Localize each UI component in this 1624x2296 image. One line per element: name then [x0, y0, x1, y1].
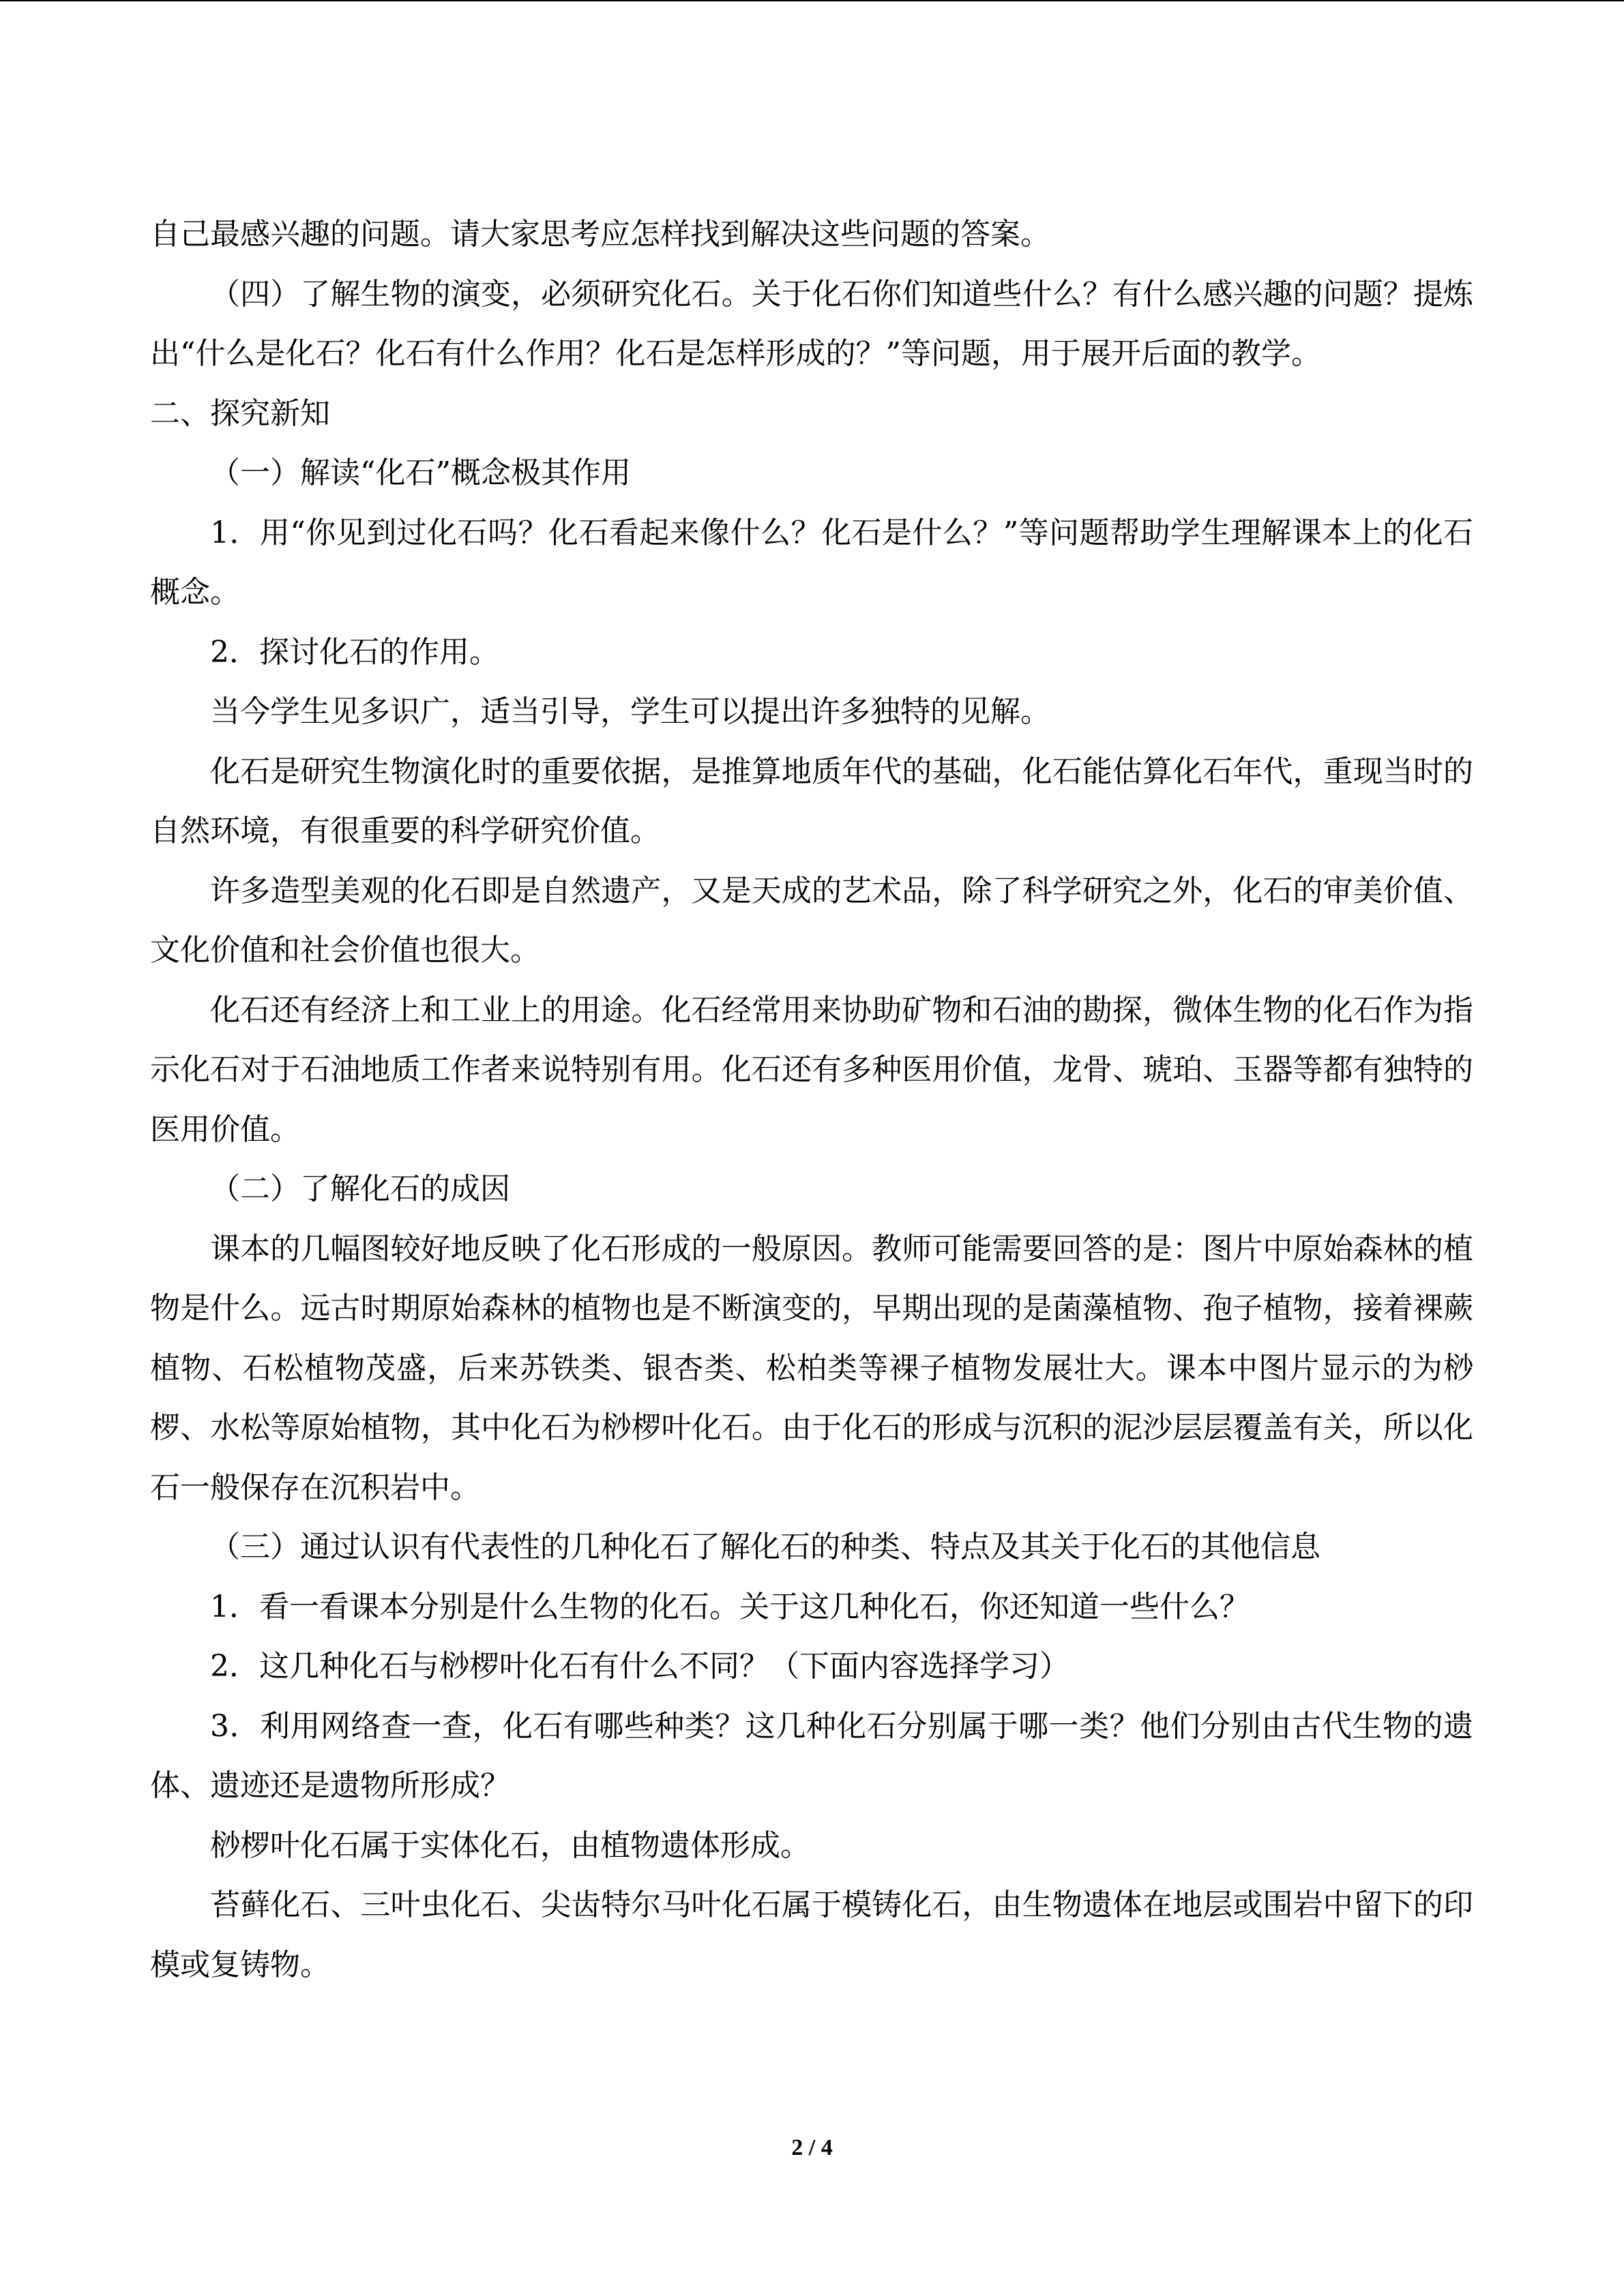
- paragraph: 化石还有经济上和工业上的用途。化石经常用来协助矿物和石油的勘探，微体生物的化石作为指示化石对于石油地质工作者来说特别有用。化石还有多种医用价值，龙骨、琥珀、玉器等都有独特的医用价值。: [150, 992, 1473, 1147]
- paragraph: （四）了解生物的演变，必须研究化石。关于化石你们知道些什么？有什么感兴趣的问题？提炼出“什么是化石？化石有什么作用？化石是怎样形成的？”等问题，用于展开后面的教学。: [150, 276, 1473, 371]
- paragraph: 当今学生见多识广，适当引导，学生可以提出许多独特的见解。: [210, 694, 1050, 729]
- paragraph: 苔藓化石、三叶虫化石、尖齿特尔马叶化石属于模铸化石，由生物遗体在地层或围岩中留下的印模或复铸物。: [150, 1888, 1473, 1982]
- paragraph: 桫椤叶化石属于实体化石，由植物遗体形成。: [210, 1828, 810, 1863]
- list-item: 2．探讨化石的作用。: [210, 634, 499, 670]
- page-top-border: [0, 0, 1624, 1]
- list-item: 1．看一看课本分别是什么生物的化石。关于这几种化石，你还知道一些什么？: [210, 1589, 1250, 1624]
- subsection-heading: （二）了解化石的成因: [210, 1172, 510, 1206]
- list-item: 2．这几种化石与桫椤叶化石有什么不同？（下面内容选择学习）: [210, 1649, 1069, 1684]
- section-heading: 二、探究新知: [150, 396, 330, 431]
- list-item: 3．利用网络查一查，化石有哪些种类？这几种化石分别属于哪一类？他们分别由古代生物的遗体、遗迹还是遗物所形成？: [150, 1708, 1473, 1803]
- subsection-heading: （一）解读“化石”概念极其作用: [210, 456, 631, 490]
- document-body: [150, 205, 1473, 1995]
- subsection-heading: （三）通过认识有代表性的几种化石了解化石的种类、特点及其关于化石的其他信息: [210, 1530, 1320, 1564]
- paragraph: 许多造型美观的化石即是自然遗产，又是天成的艺术品，除了科学研究之外，化石的审美价值、文化价值和社会价值也很大。: [150, 873, 1473, 968]
- paragraph: 自己最感兴趣的问题。请大家思考应怎样找到解决这些问题的答案。: [150, 217, 1050, 252]
- page-number: 2 / 4: [791, 2135, 833, 2160]
- paragraph: 课本的几幅图较好地反映了化石形成的一般原因。教师可能需要回答的是：图片中原始森林的植物是什么。远古时期原始森林的植物也是不断演变的，早期出现的是菌藻植物、孢子植物，接着裸蕨植物、石松植物茂盛，后来苏铁类、银杏类、松柏类等裸子植物发展壮大。课本中图片显示的为桫椤、水松等原始植物，其中化石为桫椤叶化石。由于化石的形成与沉积的泥沙层层覆盖有关，所以化石一般保存在沉积岩中。: [150, 1231, 1473, 1505]
- paragraph: 化石是研究生物演化时的重要依据，是推算地质年代的基础，化石能估算化石年代，重现当时的自然环境，有很重要的科学研究价值。: [150, 754, 1473, 848]
- list-item: 1．用“你见到过化石吗？化石看起来像什么？化石是什么？”等问题帮助学生理解课本上的化石概念。: [150, 515, 1473, 610]
